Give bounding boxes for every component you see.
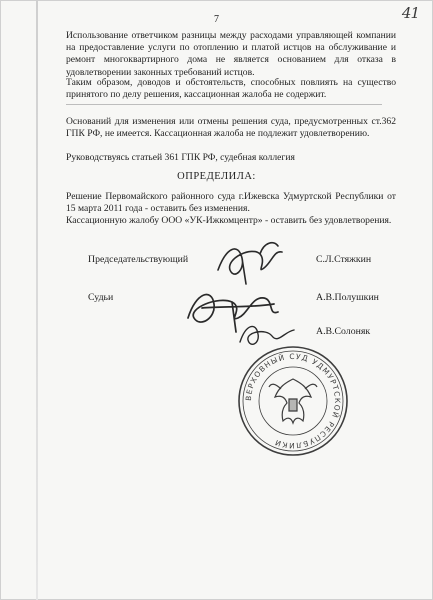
judge1-name: А.В.Полушкин (316, 292, 379, 303)
seal-text: ВЕРХОВНЫЙ СУД УДМУРТСКОЙ РЕСПУБЛИКИ (243, 351, 343, 451)
paragraph-difference-argument: Использование ответчиком разницы между расходами управляющей компании на предоставление услуги по отоплению и платой истцов на обслуживание и ремонт многоквартирного дома не является основанием для отказа в удовлетворении законных требований истцов. (66, 30, 396, 78)
page-number: 7 (214, 14, 219, 25)
handwritten-sheet-number: 41 (401, 4, 419, 22)
scan-fold-line (66, 104, 382, 105)
chair-signature (212, 240, 292, 286)
paragraph-decision: Решение Первомайского районного суда г.Ижевска Удмуртской Республики от 15 марта 2011 года - оставить без изменения. (66, 191, 396, 215)
scan-edge-shadow (36, 0, 38, 600)
paragraph-guided-by: Руководствуясь статьей 361 ГПК РФ, судебная коллегия (66, 152, 295, 163)
court-seal (235, 343, 351, 459)
paragraph-appeal-rejected: Кассационную жалобу ООО «УК-Ижкомцентр» - оставить без удовлетворения. (66, 215, 392, 226)
judges-role-label: Судьи (88, 292, 114, 303)
section-heading: ОПРЕДЕЛИЛА: (177, 171, 256, 182)
paragraph-conclusion: Таким образом, доводов и обстоятельств, способных повлиять на существо принятого по делу решения, кассационная жалоба не содержит. (66, 77, 396, 101)
emblem-icon (269, 379, 317, 423)
paragraph-no-grounds: Оснований для изменения или отмены решения суда, предусмотренных ст.362 ГПК РФ, не имеется. Кассационная жалоба не подлежит удовлетворению. (66, 116, 396, 140)
judge2-name: А.В.Солоняк (316, 326, 371, 337)
chair-role-label: Председательствующий (88, 254, 189, 265)
chair-name: С.Л.Стяжкин (316, 254, 372, 265)
